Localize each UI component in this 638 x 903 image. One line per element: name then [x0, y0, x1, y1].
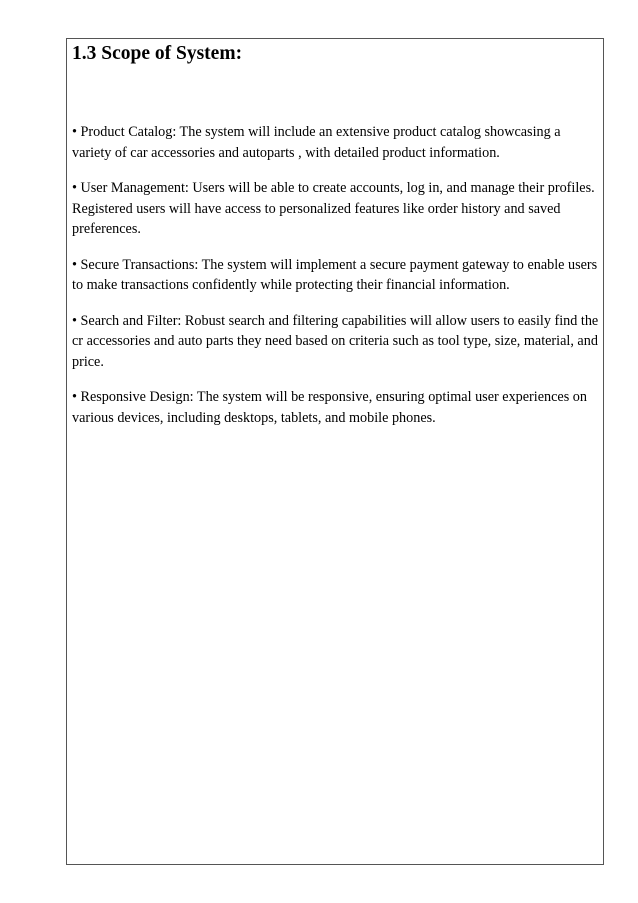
section-title: 1.3 Scope of System:: [72, 43, 243, 64]
scope-item-product-catalog: • Product Catalog: The system will include an extensive product catalog showcasing a variety of car accessories and autoparts , with detailed product information.: [72, 124, 561, 161]
scope-item-search-filter: • Search and Filter: Robust search and filtering capabilities will allow users to easily find the cr accessories and auto parts they need based on criteria such as tool type, size, material, and price.: [72, 312, 599, 370]
scope-list: [72, 122, 602, 428]
scope-item-responsive-design: • Responsive Design: The system will be responsive, ensuring optimal user experiences on various devices, including desktops, tablets, and mobile phones.: [72, 389, 587, 426]
scope-item-user-management: • User Management: Users will be able to create accounts, log in, and manage their profiles. Registered users will have access to personalized features like order history and saved preferences.: [72, 180, 595, 237]
document-content: [72, 40, 602, 428]
scope-item-secure-transactions: • Secure Transactions: The system will implement a secure payment gateway to enable users to make transactions confidently while protecting their financial information.: [72, 256, 598, 293]
